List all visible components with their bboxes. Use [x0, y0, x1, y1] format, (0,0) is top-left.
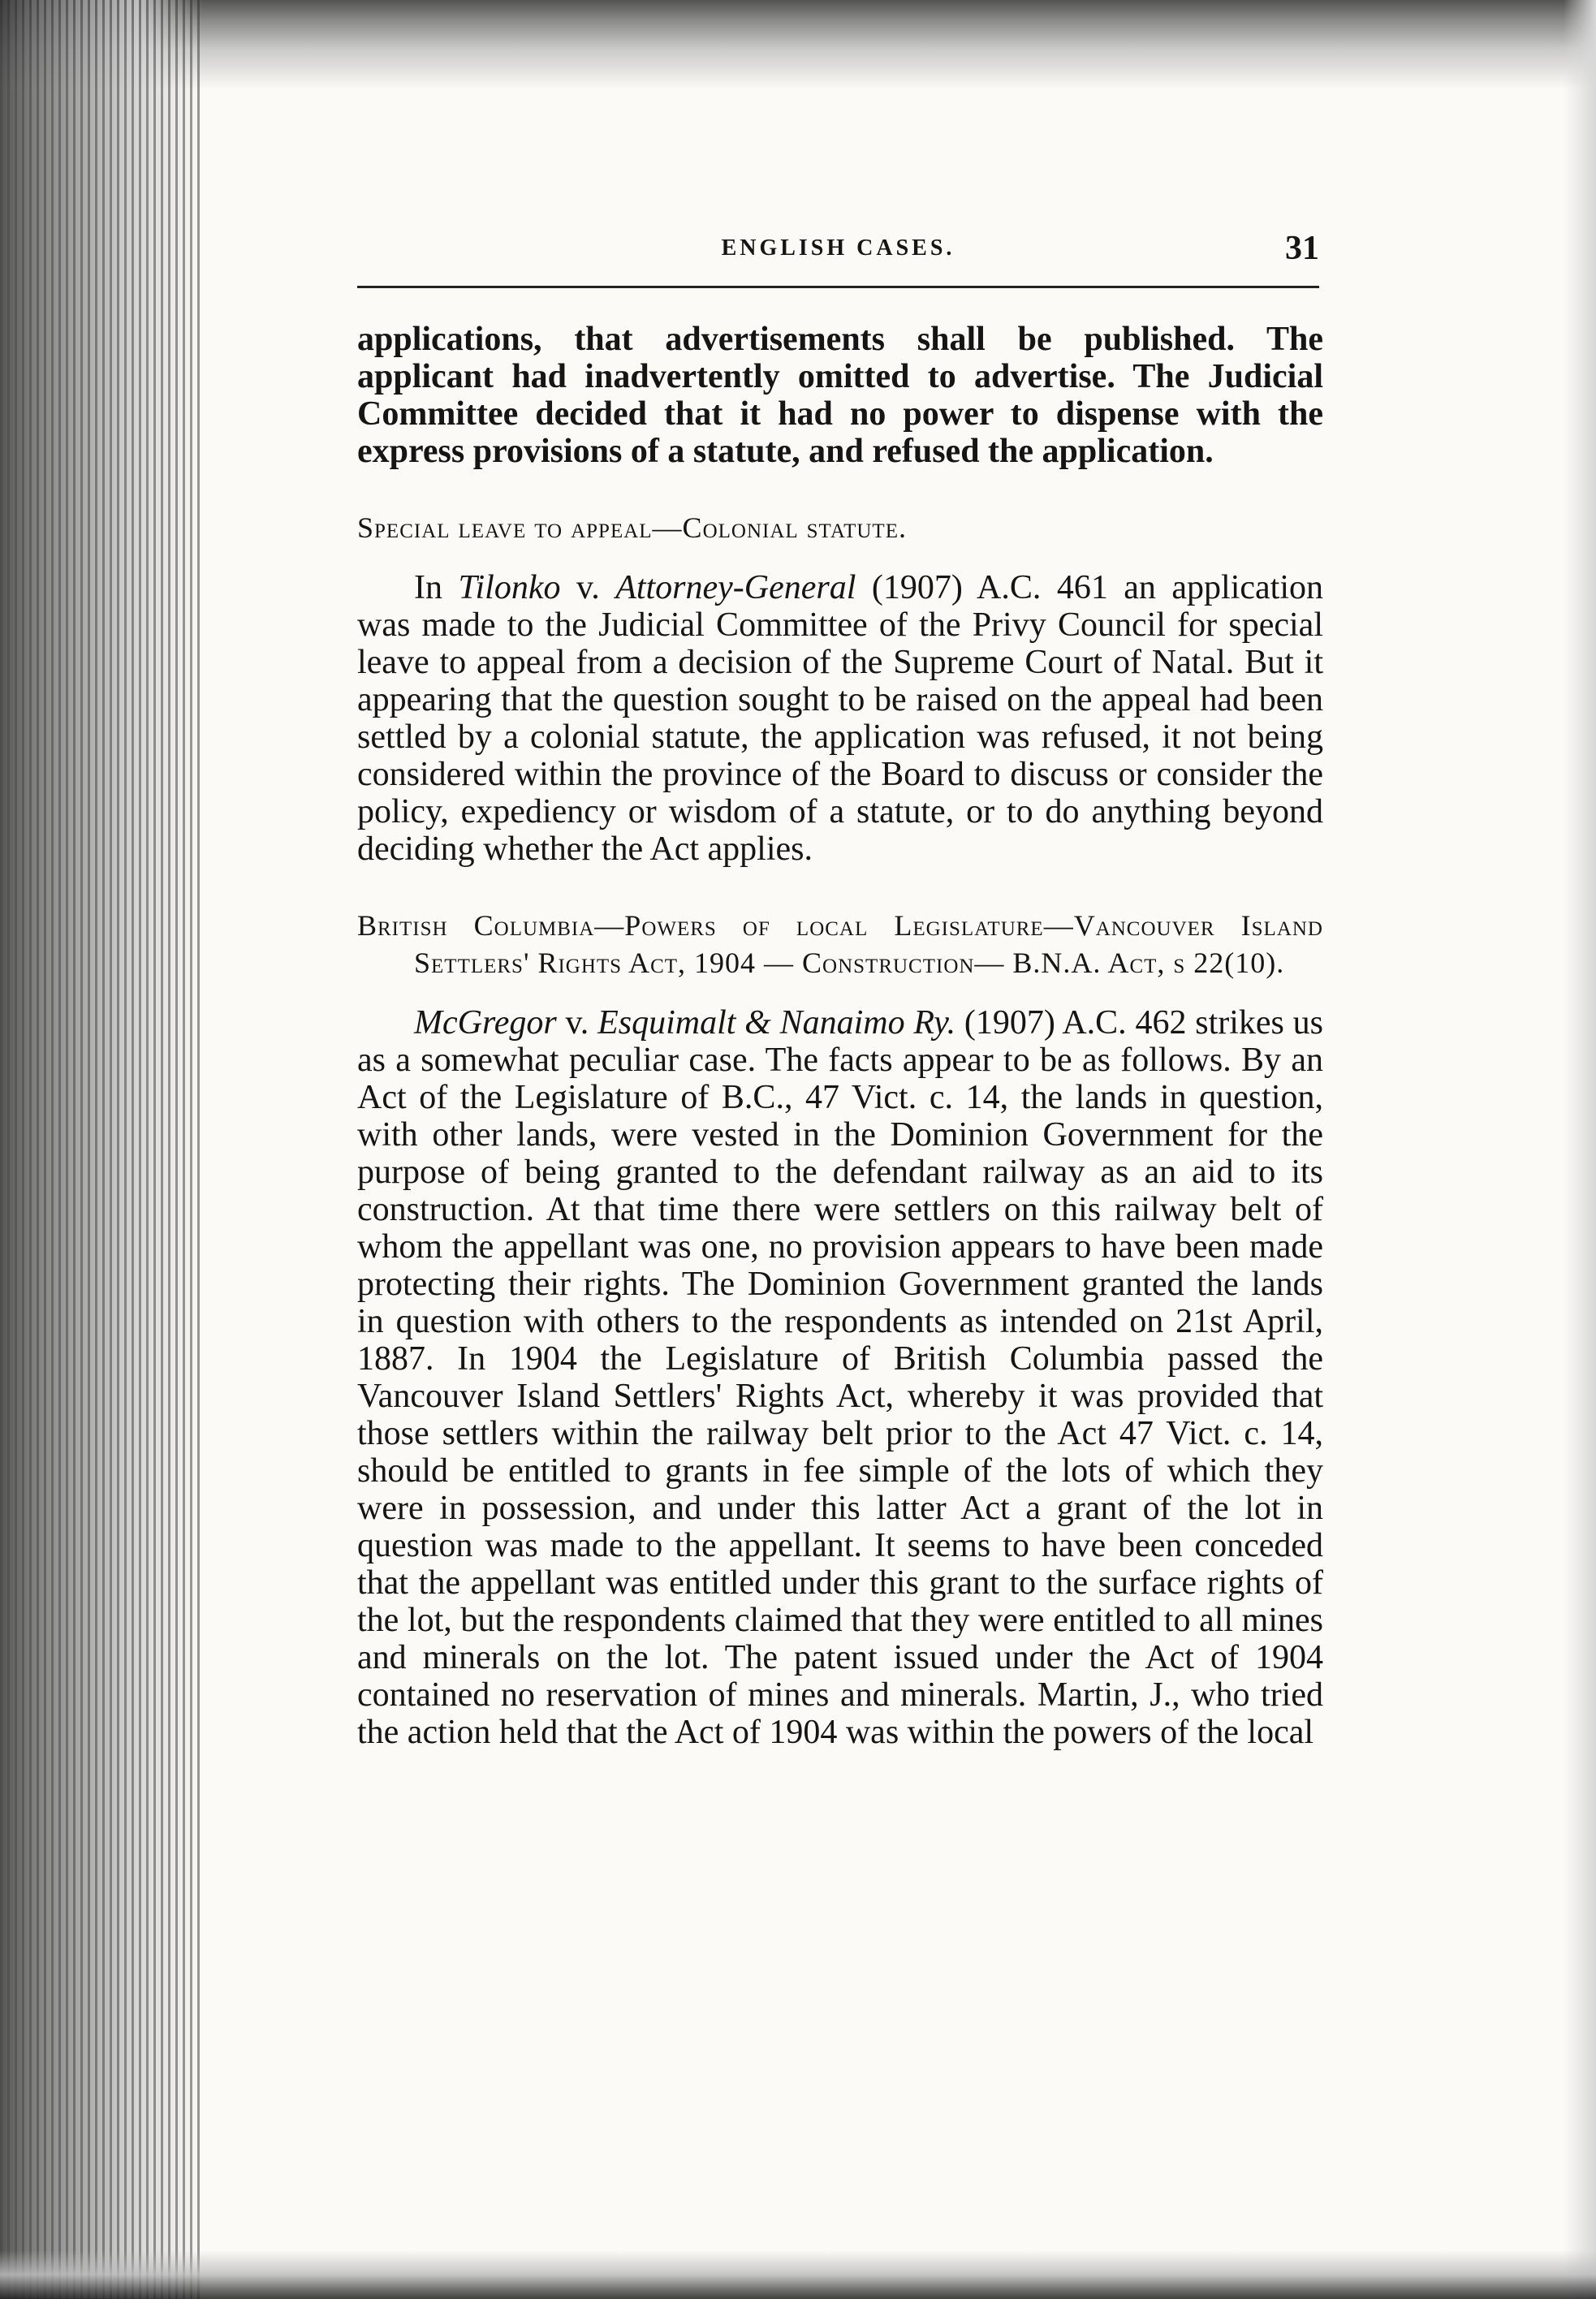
paragraph-1: applications, that advertisements shall be published. The applicant had inadvertently omitted to advertise. The Judicial Committee decided that it had no power to dispense with the express provisions of a statute, and refused the application.: [357, 321, 1323, 470]
versus: v.: [556, 1004, 598, 1042]
case-name-tilonko: Tilonko: [458, 569, 561, 606]
running-head: ENGLISH CASES.: [721, 235, 955, 261]
page-number: 31: [1285, 230, 1319, 267]
page-body: [357, 321, 1323, 1751]
paragraph-2: [357, 569, 1323, 868]
scan-edge-bottom: [0, 2250, 1596, 2299]
paragraph-2-text: (1907) A.C. 461 an application was made to the Judicial Committee of the Privy Council for special leave to appeal from a decision of the Supreme Court of Natal. But it appearing that the question sought to be raised on the appeal had been settled by a colonial statute, the application was refused, it not being considered within the province of the Board to discuss or consider the policy, expediency or wisdom of a statute, or to do anything beyond deciding whether the Act applies.: [357, 569, 1323, 868]
paragraph-3-text: (1907) A.C. 462 strikes us as a somewhat peculiar case. The facts appear to be as follows. By an Act of the Legislature of B.C., 47 Vict. c. 14, the lands in question, with other lands, were vested in the Dominion Government for the purpose of being granted to the defendant railway as an aid to its construction. At that time there were settlers on this railway belt of whom the appellant was one, no provision appears to have been made protecting their rights. The Dominion Government granted the lands in question with others to the respondents as intended on 21st April, 1887. In 1904 the Legislature of British Columbia passed the Vancouver Island Settlers' Rights Act, whereby it was provided that those settlers within the railway belt prior to the Act 47 Vict. c. 14, should be entitled to grants in fee simple of the lots of which they were in possession, and under this latter Act a grant of the lot in question was made to the appellant. It seems to have been conceded that the appellant was entitled under this grant to the surface rights of the lot, but the respondents claimed that they were entitled to all mines and minerals on the lot. The patent issued under the Act of 1904 contained no reservation of mines and minerals. Martin, J., who tried the action held that the Act of 1904 was within the powers of the local: [357, 1004, 1323, 1751]
case-name-mcgregor: McGregor: [414, 1004, 557, 1042]
paragraph-2-pre: In: [414, 569, 459, 606]
scan-edge-left: [0, 0, 203, 2299]
paragraph-3: [357, 1004, 1323, 1751]
header-rule: [357, 286, 1319, 288]
versus: v.: [560, 569, 616, 606]
scan-edge-right: [1564, 0, 1596, 2299]
section-heading-british-columbia: British Columbia—Powers of local Legislature—Vancouver Island Settlers' Rights Act, 1904 — Construction— B.N.A. Act, s 22(10).: [357, 909, 1323, 979]
section-heading-special-leave: Special leave to appeal—Colonial statute.: [357, 511, 907, 544]
scan-edge-top: [0, 0, 1596, 89]
case-name-attorney-general: Attorney-General: [615, 569, 856, 606]
case-name-esquimalt: Esquimalt & Nanaimo Ry.: [597, 1004, 956, 1042]
page-header: [357, 229, 1319, 278]
